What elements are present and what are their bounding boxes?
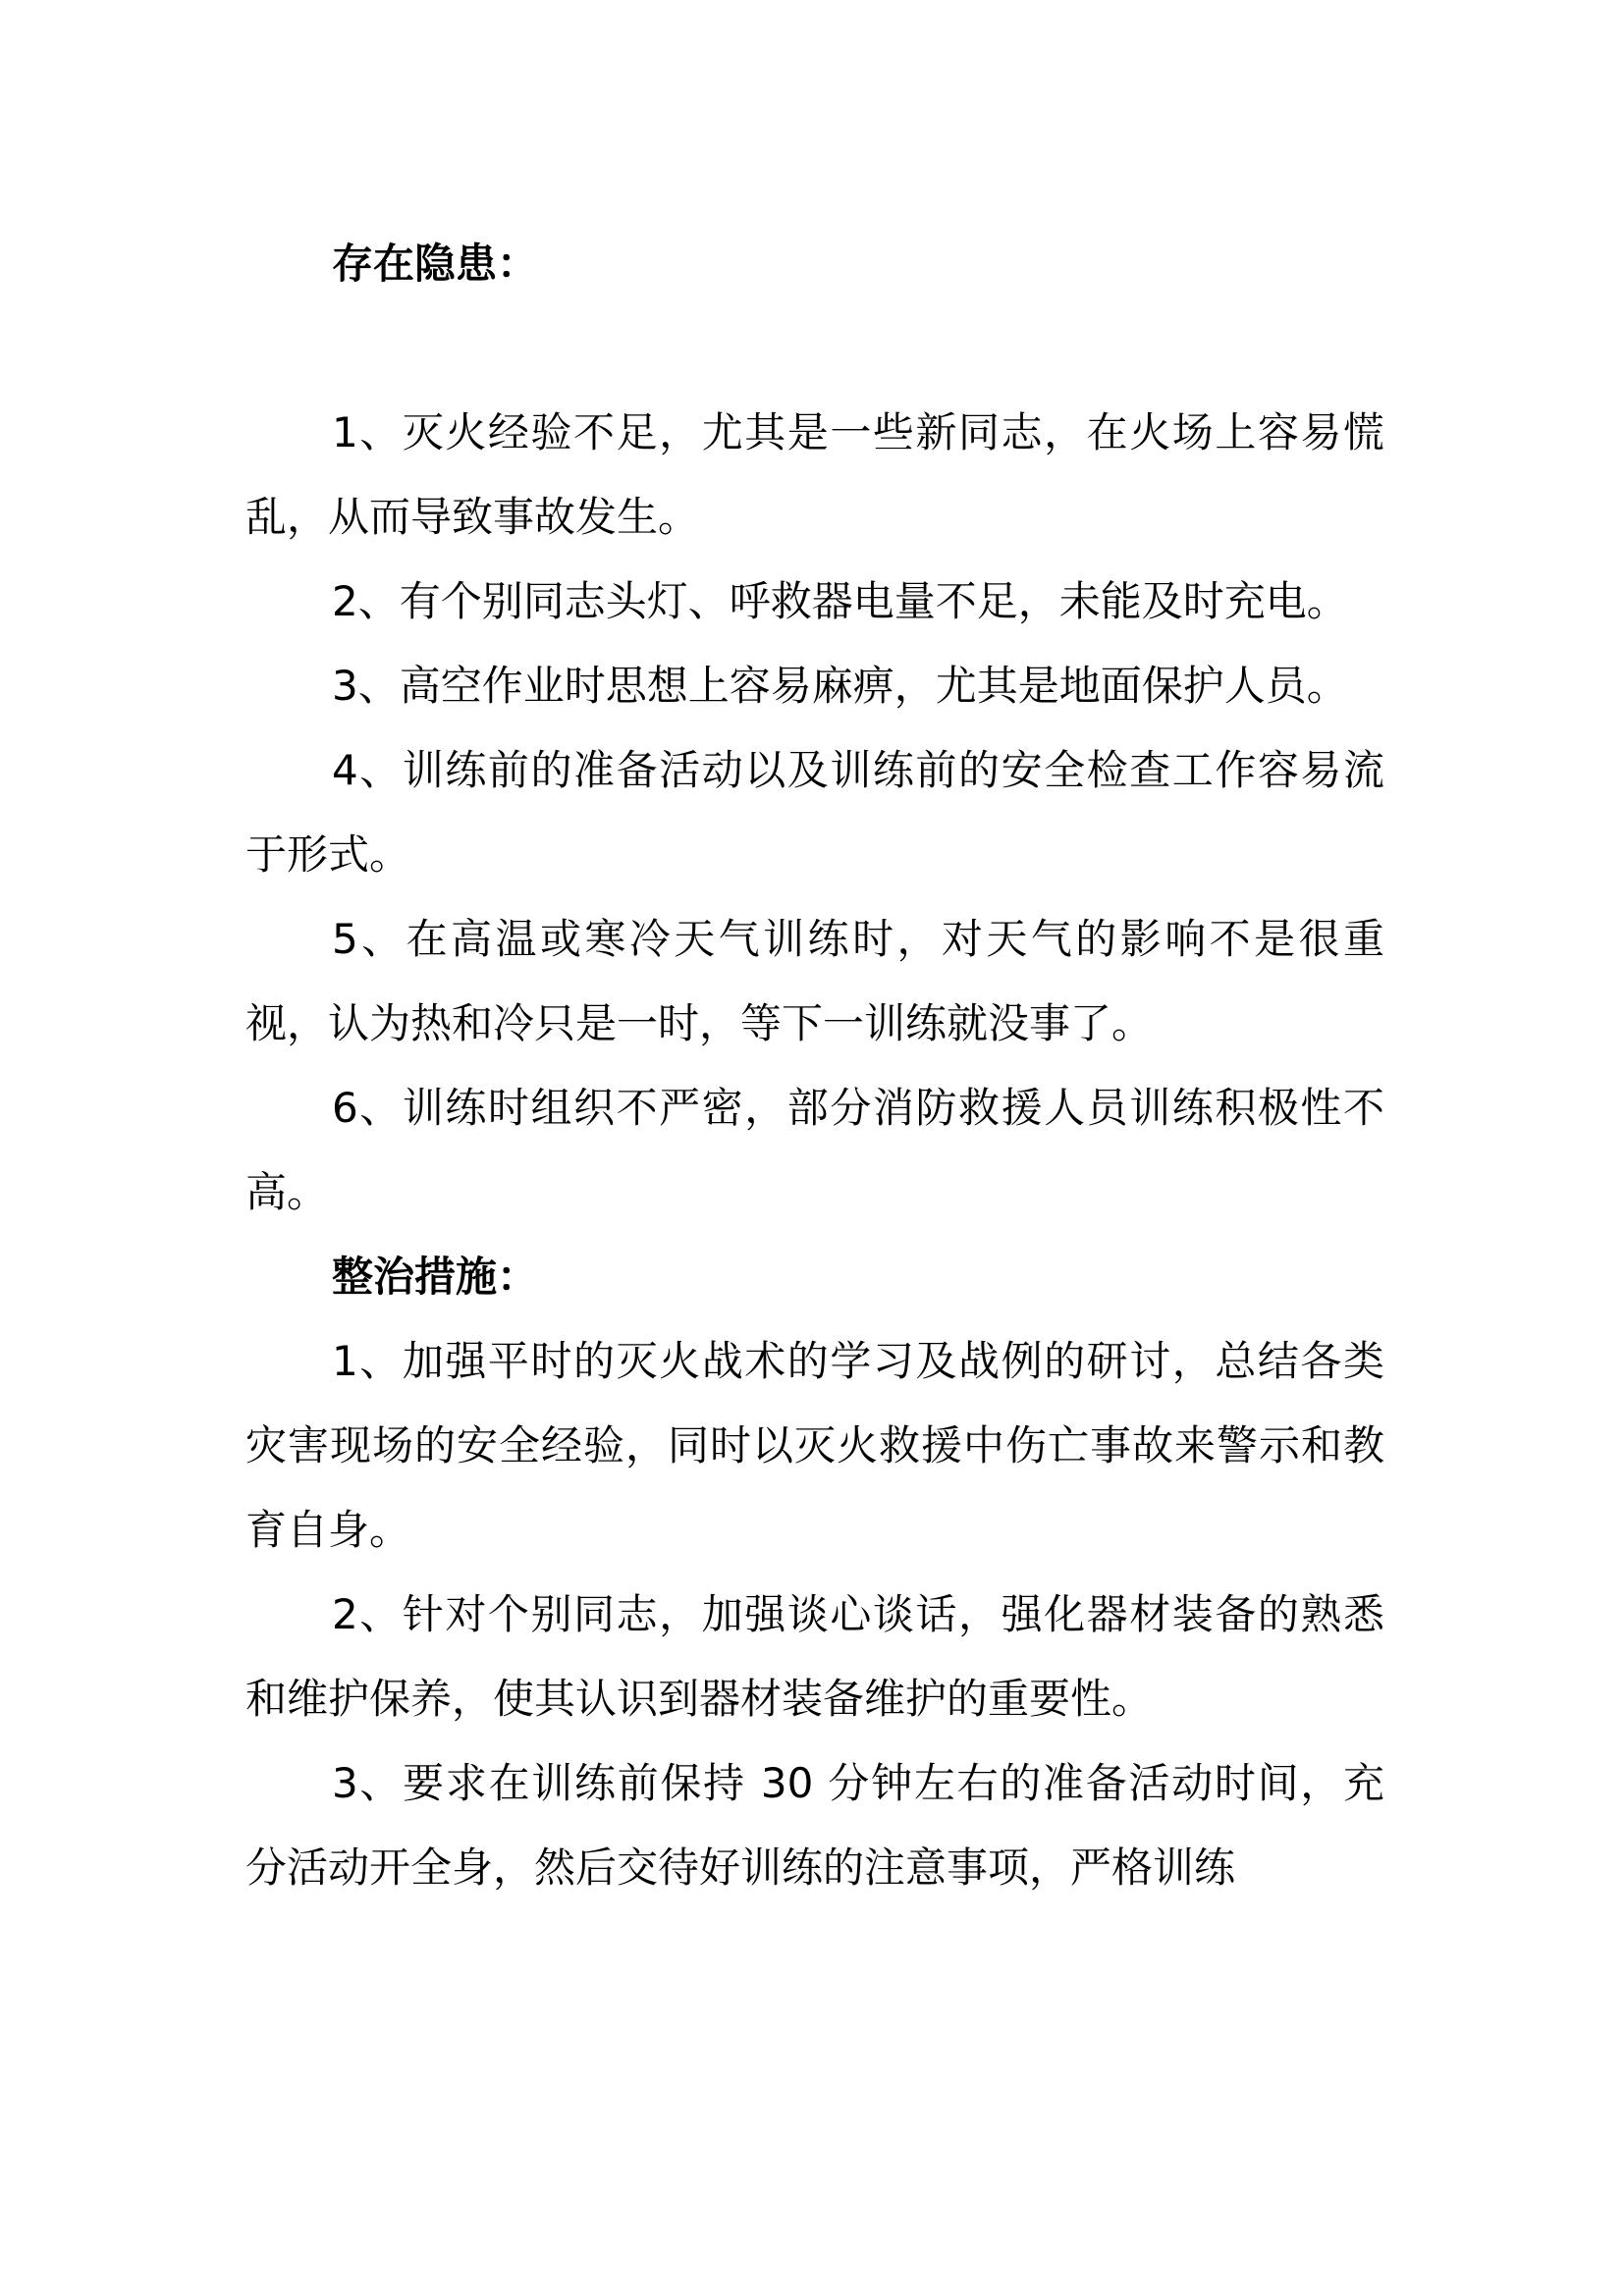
measure-item-3: 3、要求在训练前保持 30 分钟左右的准备活动时间，充分活动开全身，然后交待好训练的注意事项，严格训练 xyxy=(245,1759,1384,1892)
measure-item-1: 1、加强平时的灭火战术的学习及战例的研讨，总结各类灾害现场的安全经验，同时以灭火救援中伤亡事故来警示和教育自身。 xyxy=(245,1337,1384,1554)
document-body xyxy=(245,222,1384,1910)
hazard-item-4: 4、训练前的准备活动以及训练前的安全检查工作容易流于形式。 xyxy=(245,746,1384,879)
measure-item-2: 2、针对个别同志，加强谈心谈话，强化器材装备的熟悉和维护保养，使其认识到器材装备维护的重要性。 xyxy=(245,1590,1384,1723)
measures-heading: 整治措施： xyxy=(332,1253,539,1301)
hazard-item-2: 2、有个别同志头灯、呼救器电量不足，未能及时充电。 xyxy=(332,577,1348,625)
hazard-item-3: 3、高空作业时思想上容易麻痹，尤其是地面保护人员。 xyxy=(332,662,1348,710)
hazard-item-1: 1、灭火经验不足，尤其是一些新同志，在火场上容易慌乱，从而导致事故发生。 xyxy=(245,408,1384,541)
hazards-heading: 存在隐患： xyxy=(332,240,539,288)
hazard-item-5: 5、在高温或寒冷天气训练时，对天气的影响不是很重视，认为热和冷只是一时，等下一训练就没事了。 xyxy=(245,915,1384,1047)
hazard-item-6: 6、训练时组织不严密，部分消防救援人员训练积极性不高。 xyxy=(245,1084,1384,1216)
